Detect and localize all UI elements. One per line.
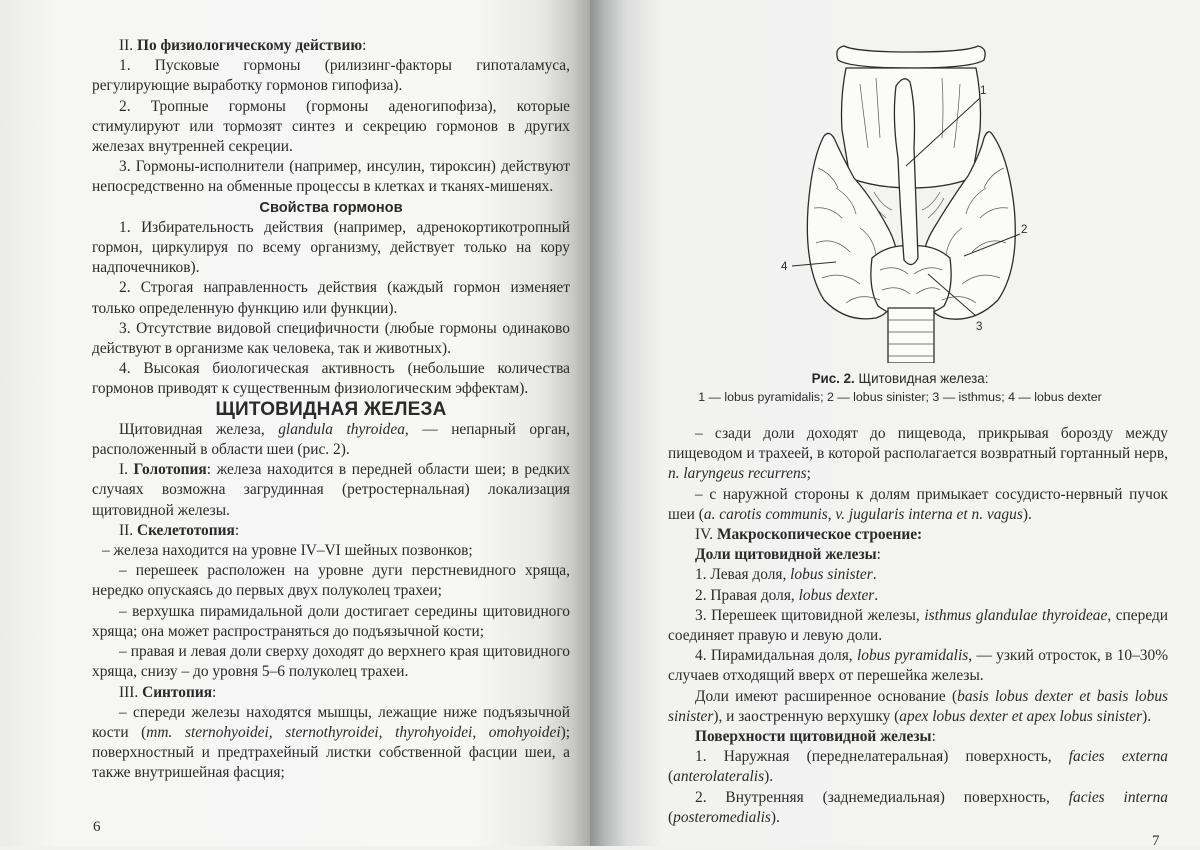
surfaces-label: Поверхности щитовидной железы bbox=[695, 728, 932, 746]
syntopy-label: Синтопия bbox=[142, 683, 213, 701]
skeletotopy-label: Скелетотопия bbox=[136, 521, 235, 539]
latin-term: lobus sinister bbox=[790, 566, 873, 584]
syntopy-heading: III. Синтопия: bbox=[119, 683, 217, 701]
surfaces-heading: Поверхности щитовидной железы: bbox=[695, 728, 936, 746]
left-page-text bbox=[92, 36, 570, 784]
lobe-item: 3. Перешеек щитовидной железы, isthmus glandulae thyroideae, спереди соединяет правую и левую доли. bbox=[668, 606, 1169, 645]
macro-label: Макроскопическое строение bbox=[716, 526, 918, 544]
page-number-left: 6 bbox=[93, 819, 101, 835]
latin-term: lobus dexter bbox=[798, 586, 875, 604]
property-item: 2. Строгая направленность действия (каждый гормон изменяет только определенную функцию или функции). bbox=[92, 279, 570, 317]
lobes-base-apex: Доли имеют расширенное основание (basis lobus dexter et basis lobus sinister), и заостренную верхушку (apex lobus dexter et apex lobus sinister). bbox=[668, 687, 1169, 725]
hyoid-bone bbox=[837, 46, 985, 68]
lobe-item: 1. Левая доля, lobus sinister. bbox=[695, 566, 877, 584]
latin-term: facies externa bbox=[1068, 748, 1168, 766]
latin-term: posteromedialis bbox=[673, 808, 771, 826]
latin-term: facies interna bbox=[1068, 788, 1168, 806]
lobes-heading: Доли щитовидной железы: bbox=[695, 546, 881, 564]
surface-item: 1. Наружная (переднелатеральная) поверхность, facies externa (anterolateralis). bbox=[668, 748, 1168, 786]
latin-term: basis lobus dexter et basis lobus sinister bbox=[668, 687, 1169, 725]
section-ii-heading-label: По физиологическому действию bbox=[136, 37, 363, 54]
hormone-class-item: 1. Пусковые гормоны (рилизинг-факторы гипоталамуса, регулирующие выработку гормонов гипофиза). bbox=[92, 57, 570, 95]
skeletotopy-item: – железа находится на уровне IV–VI шейных позвонков; bbox=[102, 542, 473, 560]
macro-heading: IV. Макроскопическое строение: bbox=[695, 526, 923, 544]
thyroid-intro: Щитовидная железа, glandula thyroidea, — непарный орган, расположенный в области шеи (рис. 2). bbox=[92, 420, 570, 459]
figure-label-2: 2 bbox=[1021, 224, 1028, 236]
property-item: 4. Высокая биологическая активность (небольшие количества гормонов приводят к существенным физиологическим эффектам). bbox=[92, 360, 570, 398]
figure-legend: 1 — lobus pyramidalis; 2 — lobus sinister; 3 — isthmus; 4 — lobus dexter bbox=[698, 390, 1102, 404]
latin-term: apex lobus dexter et apex lobus sinister bbox=[899, 707, 1143, 725]
lobe-item: 4. Пирамидальная доля, lobus pyramidalis, — узкий отросток, в 10–30% случаев отходящий вверх от перешейка железы. bbox=[668, 647, 1169, 685]
right-page-text bbox=[668, 424, 1168, 828]
latin-term: a. carotis communis, v. jugularis interna et n. vagus bbox=[703, 505, 1023, 523]
syntopy-item: – с наружной стороны к долям примыкает сосудисто-нервный пучок шеи (a. carotis communis, v. jugularis interna et n. vagus). bbox=[668, 485, 1168, 523]
latin-term: isthmus glandulae thyroideae bbox=[924, 606, 1108, 624]
thyroid-illustration bbox=[776, 38, 1046, 363]
figure-number: Рис. 2. bbox=[811, 371, 855, 386]
holotopy-label: Голотопия bbox=[133, 461, 207, 479]
holotopy-paragraph: I. Голотопия: железа находится в передней области шеи; в редких случаях возможна загрудинная (ретростернальная) локализация щитовидной железы. bbox=[92, 461, 570, 519]
syntopy-item: – спереди железы находятся мышцы, лежащие ниже подъязычной кости (mm. sternohyoidei, sternothyroidei, thyrohyoidei, omohyoidei); поверхностный и предтрахейный листки собственной фасции шеи, а также внутришейная фасция; bbox=[92, 703, 570, 782]
figure-label-1: 1 bbox=[980, 85, 987, 97]
figure-label-3: 3 bbox=[976, 321, 983, 333]
syntopy-item: – сзади доли доходят до пищевода, прикрывая борозду между пищеводом и трахеей, в которой располагается возвратный гортанный нерв, n. laryngeus recurrens; bbox=[668, 425, 1168, 483]
hormone-class-item: 2. Тропные гормоны (гормоны аденогипофиза), которые стимулируют или тормозят синтез и секрецию гормонов в других железах внутренней секреции. bbox=[92, 97, 570, 156]
skeletotopy-item: – перешеек расположен на уровне дуги перстневидного хряща, нередко опускаясь до первых двух полуколец трахеи; bbox=[92, 562, 570, 600]
chapter-title: ЩИТОВИДНАЯ ЖЕЛЕЗА bbox=[215, 398, 447, 420]
hormone-class-item: 3. Гормоны-исполнители (например, инсулин, тироксин) действуют непосредственно на обменные процессы в клетках и тканях-мишенях. bbox=[92, 158, 570, 196]
latin-term: mm. sternohyoidei, sternothyroidei, thyrohyoidei, omohyoidei bbox=[146, 723, 561, 741]
latin-term: anterolateralis bbox=[673, 768, 765, 786]
skeletotopy-item: – правая и левая доли сверху доходят до верхнего края щитовидного хряща, снизу – до уровня 5–6 полуколец трахеи. bbox=[92, 643, 570, 681]
left-page bbox=[0, 0, 590, 846]
property-item: 1. Избирательность действия (например, адренокортикотропный гормон, циркулируя по всему организму, действует только на кору надпочечников). bbox=[92, 218, 570, 277]
page-number-right: 7 bbox=[1152, 833, 1160, 849]
latin-term: glandula thyroidea bbox=[278, 420, 405, 438]
lobe-item: 2. Правая доля, lobus dexter. bbox=[695, 586, 879, 604]
surface-item: 2. Внутренняя (заднемедиальная) поверхность, facies interna (posteromedialis). bbox=[668, 788, 1168, 826]
lobes-label: Доли щитовидной железы bbox=[695, 546, 877, 564]
latin-term: n. laryngeus recurrens bbox=[668, 465, 807, 483]
figure-title: Щитовидная железа: bbox=[854, 371, 989, 386]
figure-label-4: 4 bbox=[781, 261, 788, 273]
properties-subheading: Свойства гормонов bbox=[259, 199, 403, 216]
figure-caption bbox=[640, 370, 1160, 405]
skeletotopy-item: – верхушка пирамидальной доли достигает середины щитовидного хряща; она может распространяться до подъязычной кости; bbox=[92, 602, 570, 640]
section-ii-heading: II. По физиологическому действию: bbox=[119, 37, 367, 54]
skeletotopy-heading: II. Скелетотопия: bbox=[119, 521, 240, 539]
latin-term: lobus pyramidalis bbox=[857, 647, 969, 665]
property-item: 3. Отсутствие видовой специфичности (любые гормоны одинаково действуют в организме как человека, так и животных). bbox=[92, 319, 570, 358]
trachea bbox=[888, 308, 934, 363]
